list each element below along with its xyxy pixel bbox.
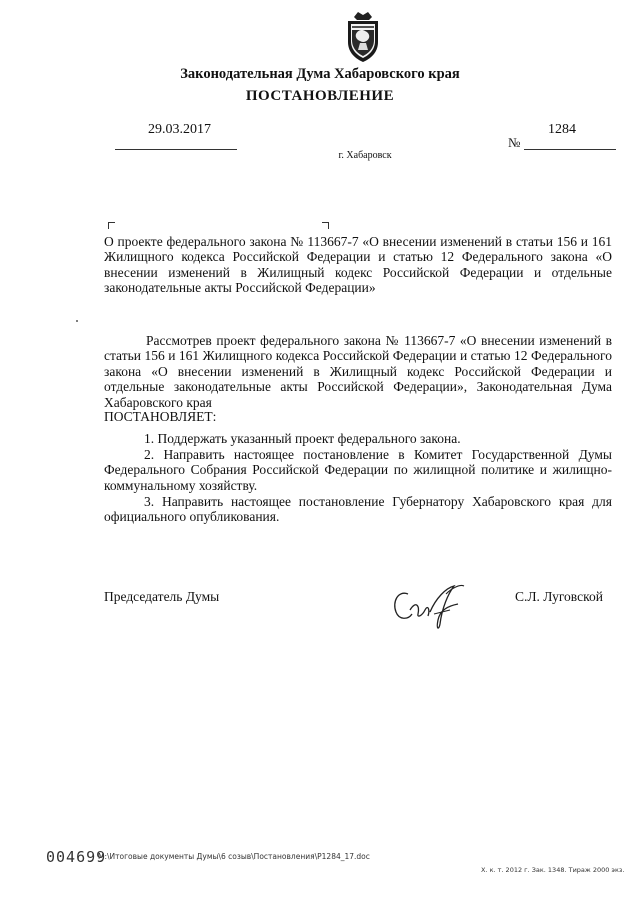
organization-title: Законодательная Дума Хабаровского края xyxy=(180,66,460,82)
document-date: 29.03.2017 xyxy=(148,122,211,137)
subject-bracket-left xyxy=(108,222,115,229)
document-type: ПОСТАНОВЛЕНИЕ xyxy=(245,88,395,104)
document-number: 1284 xyxy=(548,122,576,137)
signer-position: Председатель Думы xyxy=(104,589,220,604)
city-name: г. Хабаровск xyxy=(338,150,392,161)
decree-heading: ПОСТАНОВЛЯЕТ: xyxy=(104,409,217,424)
scan-speck xyxy=(76,320,78,322)
subject-bracket-right xyxy=(322,222,329,229)
registration-number: 004699 xyxy=(46,848,107,866)
decree-item-2: 2. Направить настоящее постановление в Комитет Государственной Думы Федерального Собрания Российской Федерации по жилищной политике и жилищно-коммунальному хозяйству. xyxy=(104,447,612,493)
print-info: Х. к. т. 2012 г. Зак. 1348. Тираж 2000 экз. xyxy=(481,866,625,874)
file-path: M:\Итоговые документы Думы\6 созыв\Постановления\Р1284_17.doc xyxy=(98,852,370,861)
decree-item-1: 1. Поддержать указанный проект федерального закона. xyxy=(144,431,461,446)
signer-name: С.Л. Луговской xyxy=(515,589,603,604)
decree-item-3: 3. Направить настоящее постановление Губернатору Хабаровского края для официального опубликования. xyxy=(104,494,612,525)
coat-of-arms-emblem xyxy=(338,8,388,64)
number-sign: № xyxy=(508,135,521,150)
handwritten-signature xyxy=(388,580,468,632)
document-subject: О проекте федерального закона № 113667-7 «О внесении изменений в статьи 156 и 161 Жилищного кодекса Российской Федерации и статью 12 Федерального закона «О внесении изменений в Жилищный кодекс Российской Федерации и отдельные законодательные акты Российской Федерации» xyxy=(104,234,612,296)
preamble-paragraph: Рассмотрев проект федерального закона № 113667-7 «О внесении изменений в статьи 156 и 161 Жилищного кодекса Российской Федерации и статью 12 Федерального закона «О внесении изменений в Жилищный кодекс Российской Федерации и отдельные законодательные акты Российской Федерации», Законодательная Дума Хабаровского края xyxy=(104,333,612,410)
